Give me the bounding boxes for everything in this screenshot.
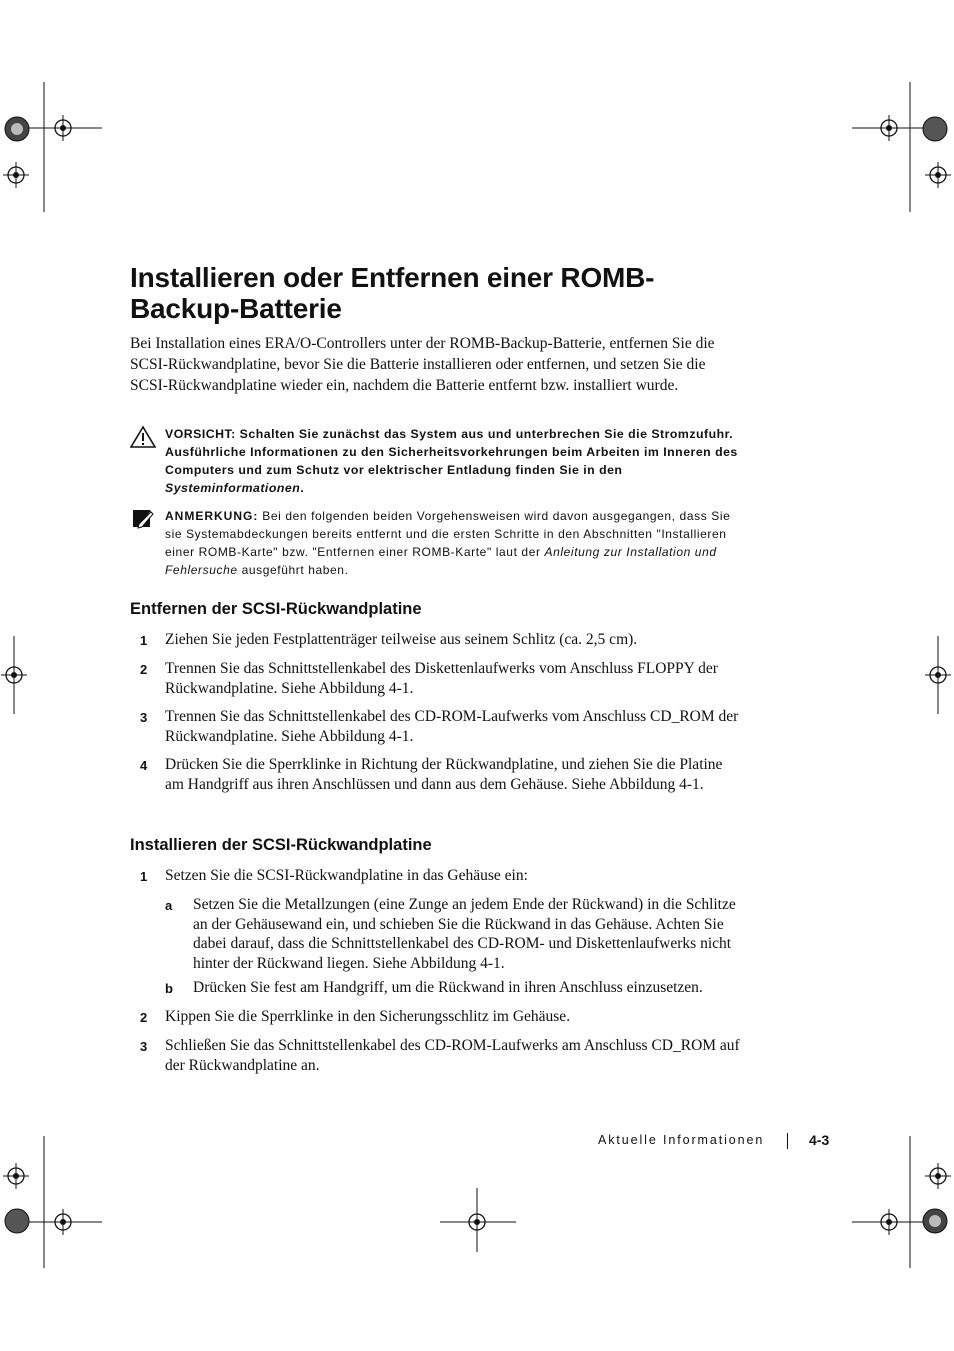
pencil-note-icon: [130, 507, 156, 531]
crosshair-mark: [3, 162, 29, 188]
title-line-1: Installieren oder Entfernen einer ROMB-: [130, 262, 655, 293]
list-item: [130, 1007, 745, 1027]
crosshair-mark: [50, 1209, 76, 1235]
list-item: [130, 707, 745, 746]
star-target-mark: [923, 117, 947, 141]
step-text: Setzen Sie die SCSI-Rückwandplatine in das Gehäuse ein:: [165, 867, 528, 884]
step-number: 4: [140, 758, 148, 773]
caution-end: .: [300, 481, 305, 495]
sub-list-item: [165, 978, 745, 998]
crosshair-mark: [876, 115, 902, 141]
step-number: 1: [140, 869, 148, 884]
list-item: [130, 755, 745, 794]
step-number: 2: [140, 662, 148, 677]
star-target-mark: [5, 1209, 29, 1233]
page-number: 4-3: [809, 1132, 830, 1148]
crosshair-mark: [925, 1163, 951, 1189]
crosshair-mark: [464, 1209, 490, 1235]
note-label: ANMERKUNG:: [165, 509, 259, 523]
list-item: [130, 1036, 745, 1075]
note-notice: [130, 507, 745, 579]
footer-divider: [787, 1133, 788, 1149]
caution-notice: [130, 425, 745, 497]
caution-text: VORSICHT: Schalten Sie zunächst das System aus und unterbrechen Sie die Stromzufuhr. Ausführliche Informationen zu den Sicherheitsvorkehrungen beim Arbeiten im Inneren des Computers und zum Schutz vor elektrischer Entladung finden Sie in den: [165, 427, 738, 477]
intro-paragraph: Bei Installation eines ERA/O-Controllers unter der ROMB-Backup-Batterie, entfernen Sie die SCSI-Rückwandplatine, bevor Sie die Batterie installieren oder entfernen, und setzen Sie die SCSI-Rückwandplatine wieder ein, nachdem die Batterie entfernt bzw. installiert wurde.: [130, 335, 715, 394]
crosshair-mark: [1, 662, 27, 688]
crosshair-mark: [876, 1209, 902, 1235]
crosshair-mark: [925, 662, 951, 688]
note-end: ausgeführt haben.: [237, 563, 349, 577]
list-item: [130, 630, 745, 650]
sub-step-letter: a: [165, 898, 173, 913]
step-number: 2: [140, 1010, 148, 1025]
list-item: [130, 659, 745, 698]
sub-step-letter: b: [165, 981, 173, 996]
page-title: [130, 262, 770, 324]
sub-list-item: [165, 895, 745, 973]
crosshair-mark: [3, 1163, 29, 1189]
step-text: Trennen Sie das Schnittstellenkabel des CD-ROM-Laufwerks vom Anschluss CD_ROM der Rückwandplatine. Siehe Abbildung 4-1.: [165, 708, 739, 745]
step-text: Schließen Sie das Schnittstellenkabel des CD-ROM-Laufwerks am Anschluss CD_ROM auf der Rückwandplatine an.: [165, 1037, 740, 1074]
step-number: 3: [140, 710, 148, 725]
step-number: 3: [140, 1039, 148, 1054]
crosshair-mark: [50, 115, 76, 141]
section-heading-remove: Entfernen der SCSI-Rückwandplatine: [130, 600, 422, 618]
warning-triangle-icon: [130, 425, 156, 449]
step-number: 1: [140, 633, 148, 648]
note-text: Bei den folgenden beiden Vorgehensweisen wird davon ausgegangen, dass Sie sie Systemabdeckungen bereits entfernt und die ersten Schritte in den Abschnitten "Installieren einer ROMB-Karte" bzw. "Entfernen einer ROMB-Karte" laut der: [165, 509, 731, 559]
crosshair-mark: [925, 162, 951, 188]
title-line-2: Backup-Batterie: [130, 293, 342, 324]
step-text: Kippen Sie die Sperrklinke in den Sicherungsschlitz im Gehäuse.: [165, 1008, 571, 1025]
step-text: Ziehen Sie jeden Festplattenträger teilweise aus seinem Schlitz (ca. 2,5 cm).: [165, 631, 638, 648]
footer-label: Aktuelle Informationen: [598, 1133, 765, 1147]
caution-doc-reference: Systeminformationen: [165, 481, 301, 495]
step-text: Drücken Sie die Sperrklinke in Richtung der Rückwandplatine, und ziehen Sie die Platine am Handgriff aus ihren Anschlüssen und dann aus dem Gehäuse. Siehe Abbildung 4-1.: [165, 756, 723, 793]
sub-step-text: Setzen Sie die Metallzungen (eine Zunge an jedem Ende der Rückwand) in die Schlitze an der Gehäusewand ein, und schieben Sie die Rückwand in das Gehäuse. Achten Sie dabei darauf, dass die Schnittstellenkabel des CD-ROM- und Diskettenlaufwerks nicht hinter der Rückwand liegen. Siehe Abbildung 4-1.: [193, 896, 736, 972]
note-doc-reference: Anleitung zur Installation und Fehlersuche: [165, 545, 717, 577]
list-item: [130, 866, 745, 886]
sub-step-text: Drücken Sie fest am Handgriff, um die Rückwand in ihren Anschluss einzusetzen.: [193, 979, 703, 996]
step-text: Trennen Sie das Schnittstellenkabel des Diskettenlaufwerks vom Anschluss FLOPPY der Rückwandplatine. Siehe Abbildung 4-1.: [165, 660, 718, 697]
section-heading-install: Installieren der SCSI-Rückwandplatine: [130, 836, 432, 854]
